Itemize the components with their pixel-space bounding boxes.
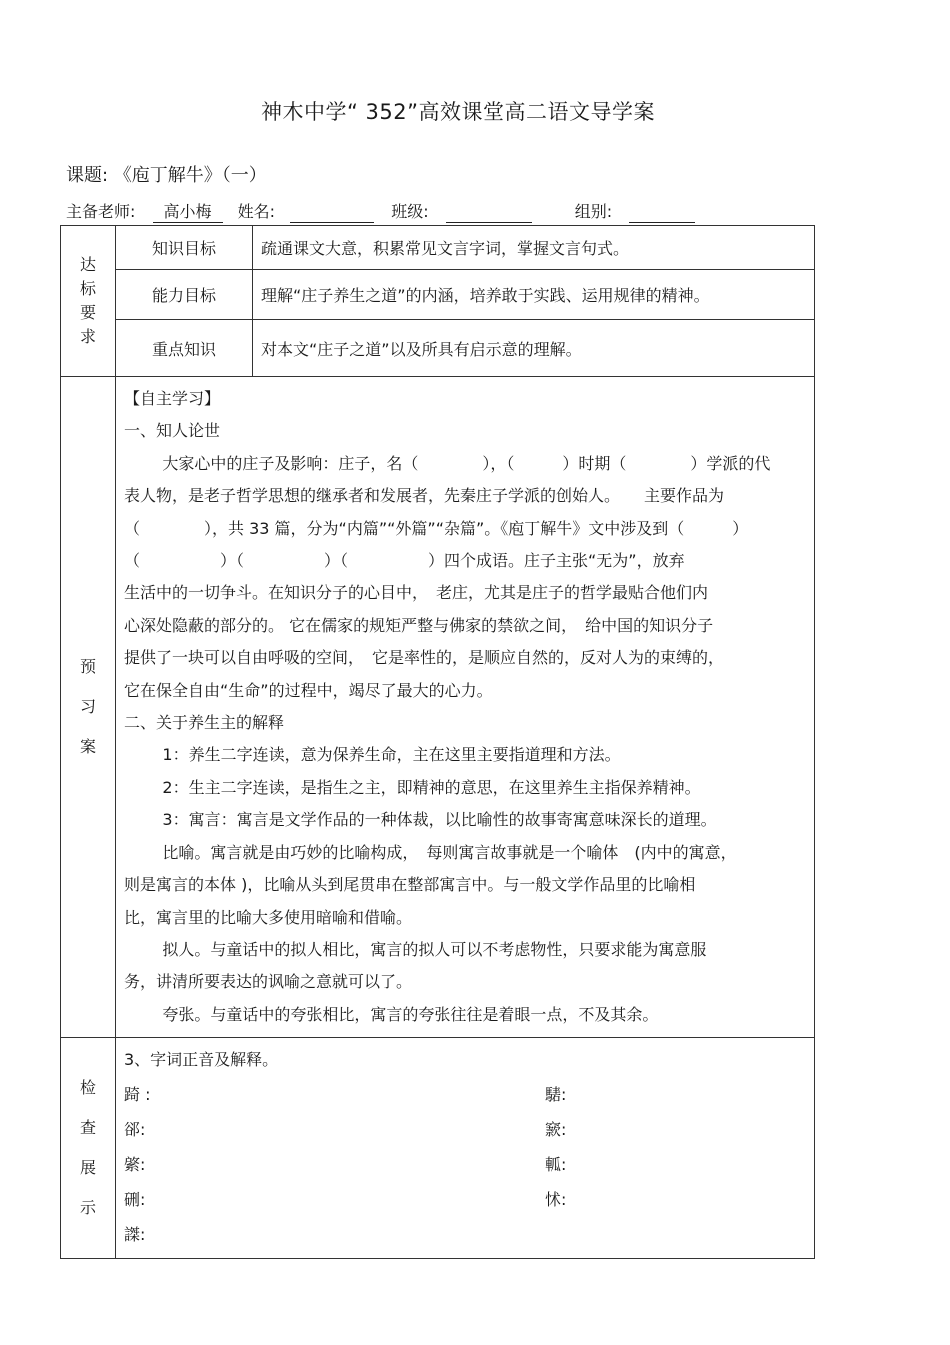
class-label: 班级: — [391, 202, 429, 221]
teacher-label: 主备老师: — [66, 202, 136, 221]
goal-label-knowledge: 知识目标 — [116, 226, 253, 270]
word-item: 窾: — [545, 1120, 567, 1140]
sub-heading-2: 二、关于养生主的解释 — [124, 713, 285, 733]
para-3-line-2: 务，讲清所要表达的讽喻之意就可以了。 — [124, 972, 413, 992]
goal-text-knowledge: 疏通课文大意，积累常见文言字词，掌握文言句式。 — [253, 226, 815, 270]
goal-text-key: 对本文“庄子之道”以及所具有启示意的理解。 — [253, 320, 815, 377]
topic-label: 课题: — [66, 165, 109, 186]
preview-content — [116, 377, 815, 1038]
word-row — [124, 1182, 806, 1217]
word-item: 軱: — [545, 1155, 567, 1175]
preview-char-2: 习 — [79, 697, 96, 717]
self-study-heading: 【自主学习】 — [124, 389, 221, 408]
item-2: 2：生主二字连读，是指生之主，即精神的意思，在这里养生主指保养精神。 — [162, 777, 701, 797]
check-content — [116, 1038, 815, 1259]
para-1-line-1: 大家心中的庄子及影响：庄子，名（ ），（ ）时期（ ）学派的代 — [162, 453, 771, 473]
sub-heading-1: 一、知人论世 — [124, 421, 221, 441]
check-char-1: 检 — [79, 1078, 96, 1098]
word-item: 騞: — [545, 1085, 567, 1105]
goals-char-4: 求 — [79, 327, 96, 346]
topic-line — [66, 161, 267, 187]
item-3: 3：寓言：寓言是文学作品的一种体裁，以比喻性的故事寄寓意味深长的道理。 — [162, 810, 717, 830]
preview-char-1: 预 — [79, 657, 96, 677]
info-line — [66, 199, 695, 223]
section-preview-label — [61, 377, 116, 1038]
check-heading: 3、字词正音及解释。 — [124, 1050, 279, 1070]
para-1-line-5: 生活中的一切争斗。在知识分子的心目中， 老庄，尤其是庄子的哲学最贴合他们内 — [124, 583, 709, 603]
guide-table — [60, 225, 815, 1259]
para-1-line-3: （ ），共 33 篇，分为“内篇”“外篇”“杂篇”。《庖丁解牛》文中涉及到（ ） — [124, 518, 749, 538]
para-2-line-3: 比，寓言里的比喻大多使用暗喻和借喻。 — [124, 907, 413, 927]
para-3-line-1: 拟人。与童话中的拟人相比，寓言的拟人可以不考虑物性，只要求能为寓意服 — [162, 939, 707, 959]
word-item: 謋: — [124, 1225, 146, 1245]
group-label: 组别: — [574, 202, 613, 221]
preview-char-3: 案 — [79, 737, 96, 757]
name-label: 姓名: — [237, 202, 275, 221]
section-check-label — [61, 1038, 116, 1259]
word-item: 郤: — [124, 1120, 146, 1140]
check-char-4: 示 — [79, 1198, 96, 1218]
word-item: 踦 : — [124, 1085, 151, 1105]
para-1-line-7: 提供了一块可以自由呼吸的空间， 它是率性的，是顺应自然的，反对人为的束缚的， — [124, 648, 725, 668]
para-1-line-6: 心深处隐蔽的部分的。 它在儒家的规矩严整与佛家的禁欲之间， 给中国的知识分子 — [124, 615, 714, 635]
goal-text-ability: 理解“庄子养生之道”的内涵，培养敢于实践、运用规律的精神。 — [253, 270, 815, 320]
item-1: 1：养生二字连读，意为保养生命，主在这里主要指道理和方法。 — [162, 745, 621, 765]
topic-value: 《庖丁解牛》（一） — [113, 165, 267, 186]
class-blank[interactable] — [446, 203, 532, 223]
word-row — [124, 1112, 806, 1147]
word-row — [124, 1147, 806, 1182]
word-pairs — [124, 1077, 806, 1252]
word-row — [124, 1077, 806, 1112]
check-char-3: 展 — [79, 1158, 96, 1178]
para-1-line-4: （ ）（ ）（ ）四个成语。庄子主张“无为”，放弃 — [124, 551, 685, 571]
word-item: 怵: — [545, 1190, 567, 1210]
group-blank[interactable] — [629, 203, 695, 223]
goal-label-ability: 能力目标 — [116, 270, 253, 320]
para-4: 夸张。与童话中的夸张相比，寓言的夸张往往是着眼一点，不及其余。 — [162, 1004, 659, 1024]
word-item: 硎: — [124, 1190, 146, 1210]
para-1-line-8: 它在保全自由“生命”的过程中，竭尽了最大的心力。 — [124, 680, 493, 700]
teacher-value: 高小梅 — [153, 199, 223, 223]
para-2-line-1: 比喻。寓言就是由巧妙的比喻构成， 每则寓言故事就是一个喻体 (内中的寓意， — [162, 842, 737, 862]
para-1-line-2: 表人物，是老子哲学思想的继承者和发展者，先秦庄子学派的创始人。 主要作品为 — [124, 486, 725, 506]
goals-char-2: 标 — [79, 279, 96, 298]
goal-label-key: 重点知识 — [116, 320, 253, 377]
section-goals-label — [61, 226, 116, 377]
goals-char-1: 达 — [79, 255, 96, 274]
word-row — [124, 1217, 806, 1252]
check-char-2: 查 — [79, 1118, 96, 1138]
word-item: 綮: — [124, 1155, 146, 1175]
name-blank[interactable] — [290, 203, 374, 223]
para-2-line-2: 则是寓言的本体 )，比喻从头到尾贯串在整部寓言中。与一般文学作品里的比喻相 — [124, 875, 696, 895]
goals-char-3: 要 — [79, 303, 96, 322]
page-title: 神木中学“ 352”高效课堂高二语文导学案 — [260, 100, 655, 124]
word-item — [545, 1217, 806, 1252]
